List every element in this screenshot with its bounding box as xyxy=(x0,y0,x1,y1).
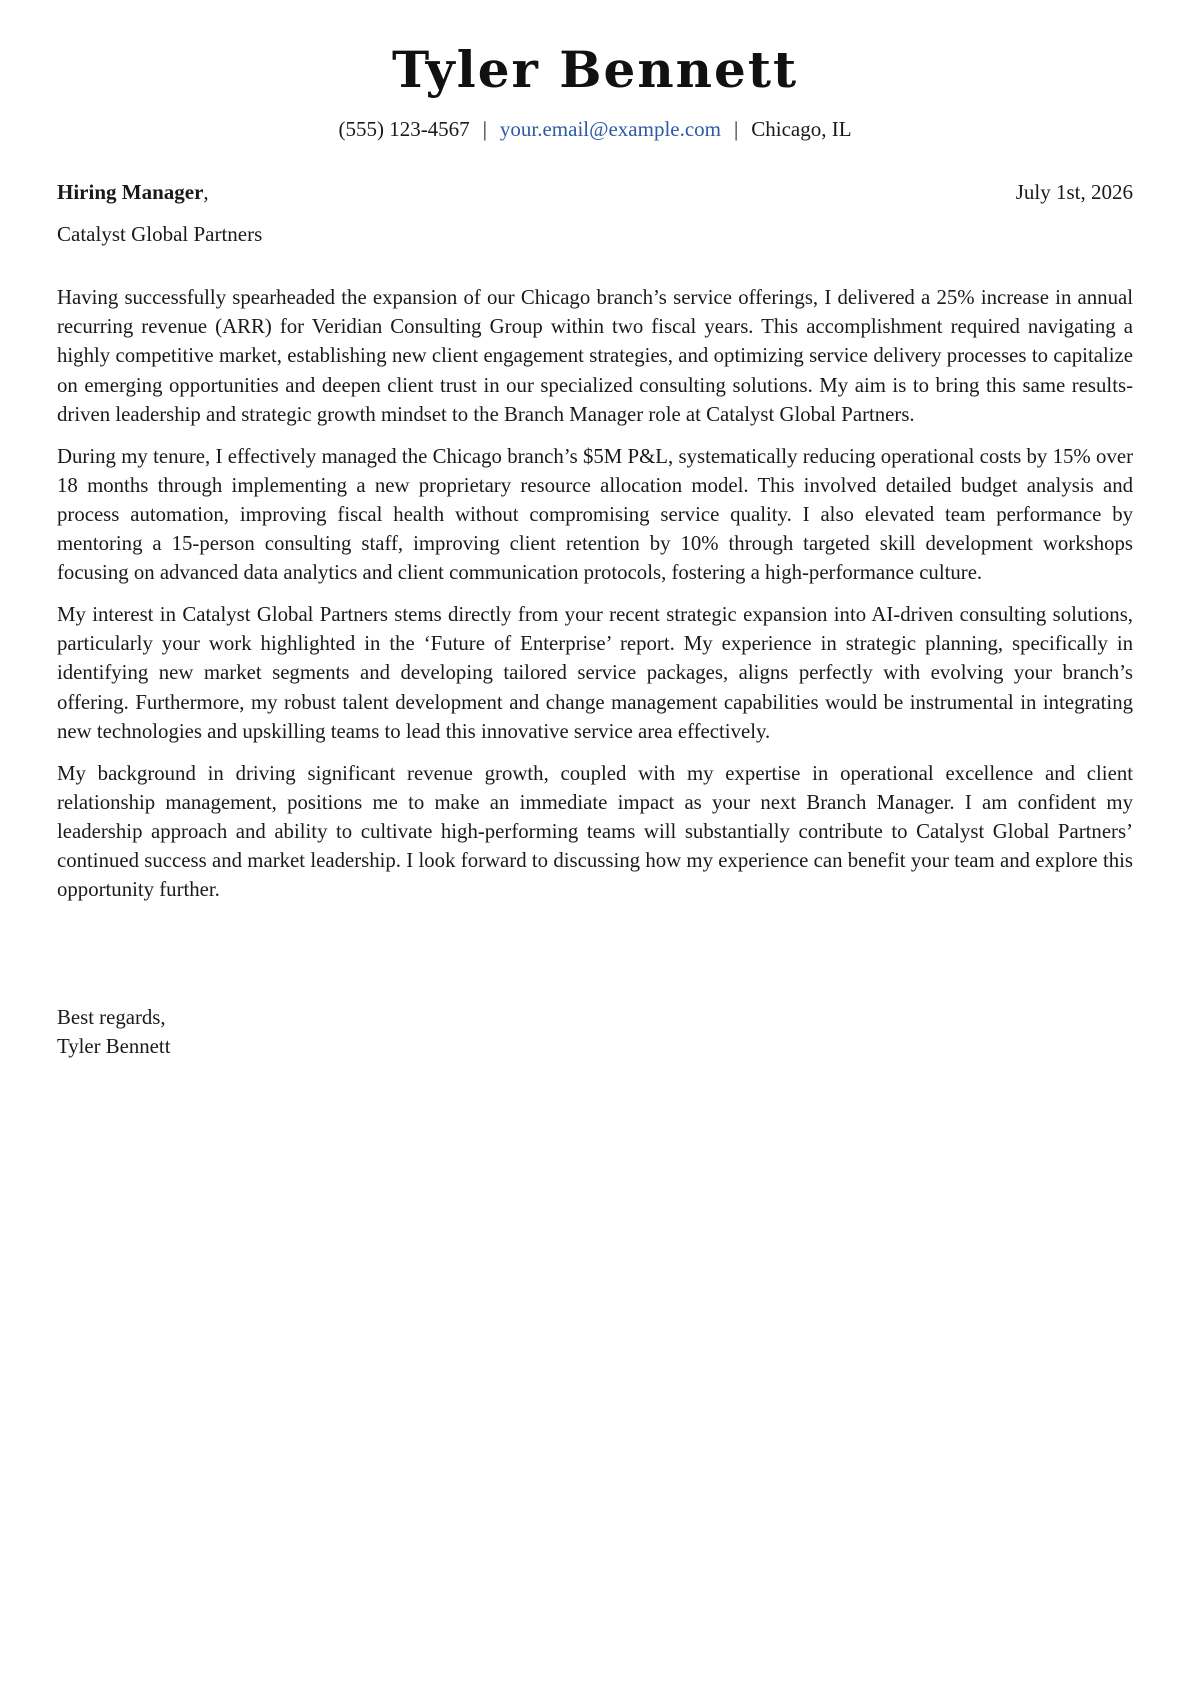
body-paragraph: My background in driving significant revenue growth, coupled with my expertise in operational excellence and client relationship management, positions me to make an immediate impact as your next Branch Manager. I am confident my leadership approach and ability to cultivate high-performing teams will substantially contribute to Catalyst Global Partners’ continued success and market leadership. I look forward to discussing how my experience can benefit your team and explore this opportunity further. xyxy=(57,761,1133,902)
applicant-name: Tyler Bennett xyxy=(391,40,799,99)
phone-number: (555) 123-4567 xyxy=(338,117,470,141)
letter-date: July 1st, 2026 xyxy=(1015,180,1133,204)
body-paragraph: My interest in Catalyst Global Partners stems directly from your recent strategic expansion into AI-driven consulting solutions, particularly your work highlighted in the ‘Future of Enterprise’ report. My experience in strategic planning, specifically in identifying new market segments and developing tailored service packages, aligns perfectly with evolving your branch’s offering. Furthermore, my robust talent development and change management capabilities would be instrumental in integrating new technologies and upskilling teams to lead this innovative service area effectively. xyxy=(57,603,1133,743)
location: Chicago, IL xyxy=(751,117,852,141)
signature-name: Tyler Bennett xyxy=(57,1035,171,1059)
recipient-title: Hiring Manager xyxy=(57,180,204,204)
separator: | xyxy=(734,117,739,141)
body-paragraph: During my tenure, I effectively managed the Chicago branch’s $5M P&L, systematically reducing operational costs by 15% over 18 months through implementing a new proprietary resource allocation model. This involved detailed budget analysis and process automation, improving fiscal health without compromising service quality. I also elevated team performance by mentoring a 15-person consulting staff, improving client retention by 10% through targeted skill development workshops focusing on advanced data analytics and client communication protocols, fostering a high-performance culture. xyxy=(57,444,1133,585)
email-link[interactable]: your.email@example.com xyxy=(499,117,722,141)
contact-line xyxy=(57,116,1133,142)
letter-body xyxy=(57,283,1133,917)
recipient-salutation xyxy=(57,179,209,205)
recipient-company: Catalyst Global Partners xyxy=(57,222,263,246)
recipient-comma: , xyxy=(203,180,209,204)
closing-salutation: Best regards, xyxy=(57,1006,166,1029)
separator: | xyxy=(482,117,487,141)
body-paragraph: Having successfully spearheaded the expansion of our Chicago branch’s service offerings, I delivered a 25% increase in annual recurring revenue (ARR) for Veridian Consulting Group within two fiscal years. This accomplishment required navigating a highly competitive market, establishing new client engagement strategies, and optimizing service delivery processes to capitalize on emerging opportunities and deepen client trust in our specialized consulting solutions. My aim is to bring this same results-driven leadership and strategic growth mindset to the Branch Manager role at Catalyst Global Partners. xyxy=(57,286,1133,426)
closing-block xyxy=(57,1003,170,1061)
